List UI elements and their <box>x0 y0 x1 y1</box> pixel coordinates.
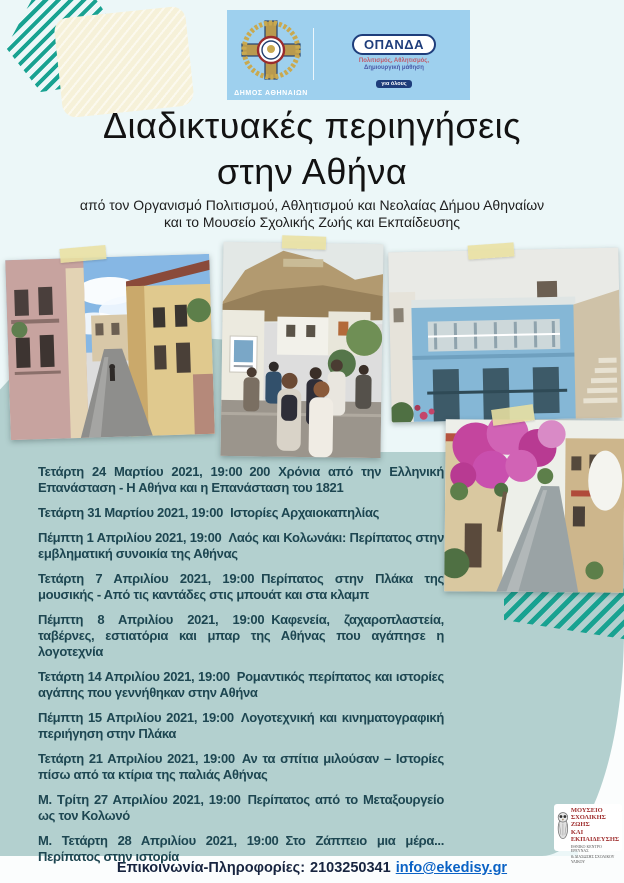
event-date: Πέμπτη 8 Απριλίου 2021, 19:00 <box>38 612 265 627</box>
logo-banner <box>227 10 470 100</box>
museum-name-line-3: ΚΑΙ ΕΚΠΑΙΔΕΥΣΗΣ <box>570 828 620 843</box>
event-item <box>38 710 444 742</box>
opanda-logo <box>321 34 467 90</box>
event-item <box>38 792 444 824</box>
event-title: 200 Χρόνια από την Ελληνική Επανάσταση - Η Αθήνα και η Επανάσταση του 1821 <box>38 464 444 495</box>
photo-blue-house <box>388 248 622 423</box>
museum-name-line-2: ΣΧΟΛΙΚΗΣ ΖΩΗΣ <box>570 814 606 829</box>
event-title: Ιστορίες Αρχαιοκαπηλίας <box>230 505 380 520</box>
municipality-label: ΔΗΜΟΣ ΑΘΗΝΑΙΩΝ <box>234 90 308 97</box>
event-item <box>38 833 444 865</box>
page-subtitle <box>0 197 624 231</box>
event-date: Τετάρτη 7 Απριλίου 2021, 19:00 <box>38 571 255 586</box>
events-list <box>38 464 444 874</box>
opanda-wordmark: ΟΠΑΝΔΑ <box>352 34 436 55</box>
museum-sub-line-1: ΕΘΝΙΚΟ ΚΕΝΤΡΟ ΕΡΕΥΝΑΣ <box>570 844 602 854</box>
blue-house-illustration <box>388 248 622 423</box>
owl-icon <box>557 807 569 845</box>
opanda-badge: για όλους <box>376 80 411 88</box>
event-title: Καφενεία, ζαχαροπλαστεία, ταβέρνες, εστιατόρια και μπαρ της Αθήνας που αγάπησε η λογοτεχνία <box>38 612 444 659</box>
photo-bougainvillea-alley <box>444 419 624 593</box>
event-date: Τετάρτη 21 Απριλίου 2021, 19:00 <box>38 751 235 766</box>
subtitle-line-2: και το Μουσείο Σχολικής Ζωής και Εκπαίδευσης <box>163 214 461 230</box>
event-title: Ρομαντικός περίπατος και ιστορίες αγάπης που γεννήθηκαν στην Αθήνα <box>38 669 444 700</box>
event-date: Μ. Τρίτη 27 Απριλίου 2021, 19:00 <box>38 792 241 807</box>
photo-old-athens-street <box>5 254 215 440</box>
title-line-1: Διαδικτυακές περιηγήσεις <box>102 105 522 146</box>
old-athens-street-illustration <box>5 254 215 440</box>
banner-divider <box>313 28 314 80</box>
contact-phone: 2103250341 <box>310 860 391 876</box>
event-title: Λαός και Κολωνάκι: Περίπατος στην εμβληματική συνοικία της Αθήνας <box>38 530 444 561</box>
athens-municipality-emblem-icon <box>238 17 304 87</box>
event-date: Πέμπτη 1 Απριλίου 2021, 19:00 <box>38 530 222 545</box>
event-title: Περίπατος από το Μεταξουργείο ως τον Κολωνό <box>38 792 444 823</box>
washi-tape-icon <box>282 235 326 250</box>
cream-card-decoration <box>53 5 195 118</box>
event-date: Τετάρτη 24 Μαρτίου 2021, 19:00 <box>38 464 243 479</box>
museum-sub-line-2: & ΔΙΑΣΩΣΗΣ ΣΧΟΛΙΚΟΥ ΥΛΙΚΟΥ <box>570 855 615 864</box>
event-title: Αν τα σπίτια μιλούσαν – Ιστορίες πίσω από τα κτίρια της παλιάς Αθήνας <box>38 751 444 782</box>
event-title: Στο Ζάππειο μια μέρα... Περίπατος στην ιστορία <box>38 833 445 864</box>
contact-label: Επικοινωνία-Πληροφορίες: <box>116 860 306 876</box>
museum-text <box>571 807 620 864</box>
museum-name-line-1: ΜΟΥΣΕΙΟ <box>570 807 603 814</box>
event-item <box>38 530 444 562</box>
event-item <box>38 505 444 521</box>
walking-tour-illustration <box>221 242 384 458</box>
event-date: Τετάρτη 31 Μαρτίου 2021, 19:00 <box>38 505 224 520</box>
title-line-2: στην Αθήνα <box>216 151 408 192</box>
event-item <box>38 669 444 701</box>
event-item <box>38 751 444 783</box>
opanda-tagline-2: Δημιουργική μάθηση <box>364 65 424 71</box>
bougainvillea-alley-illustration <box>444 419 624 593</box>
event-title: Περίπατος στην Πλάκα της μουσικής - Από τις καντάδες στις μπουάτ και στα κλαμπ <box>38 571 445 602</box>
event-item <box>38 571 444 603</box>
page-title <box>0 103 624 195</box>
opanda-tagline-1: Πολιτισμός, Αθλητισμός, <box>358 58 430 64</box>
museum-logo <box>554 804 622 864</box>
event-title: Λογοτεχνική και κινηματογραφική περιήγηση στην Πλάκα <box>38 710 444 741</box>
event-date: Μ. Τετάρτη 28 Απριλίου 2021, 19:00 <box>38 833 279 848</box>
event-date: Τετάρτη 14 Απριλίου 2021, 19:00 <box>38 669 230 684</box>
event-date: Πέμπτη 15 Απριλίου 2021, 19:00 <box>38 710 234 725</box>
event-item <box>38 612 444 660</box>
event-item <box>38 464 444 496</box>
photo-walking-tour-group <box>221 242 384 458</box>
contact-email-link[interactable]: info@ekedisy.gr <box>395 860 508 876</box>
subtitle-line-1: από τον Οργανισμό Πολιτισμού, Αθλητισμού και Νεολαίας Δήμου Αθηναίων <box>79 197 545 213</box>
